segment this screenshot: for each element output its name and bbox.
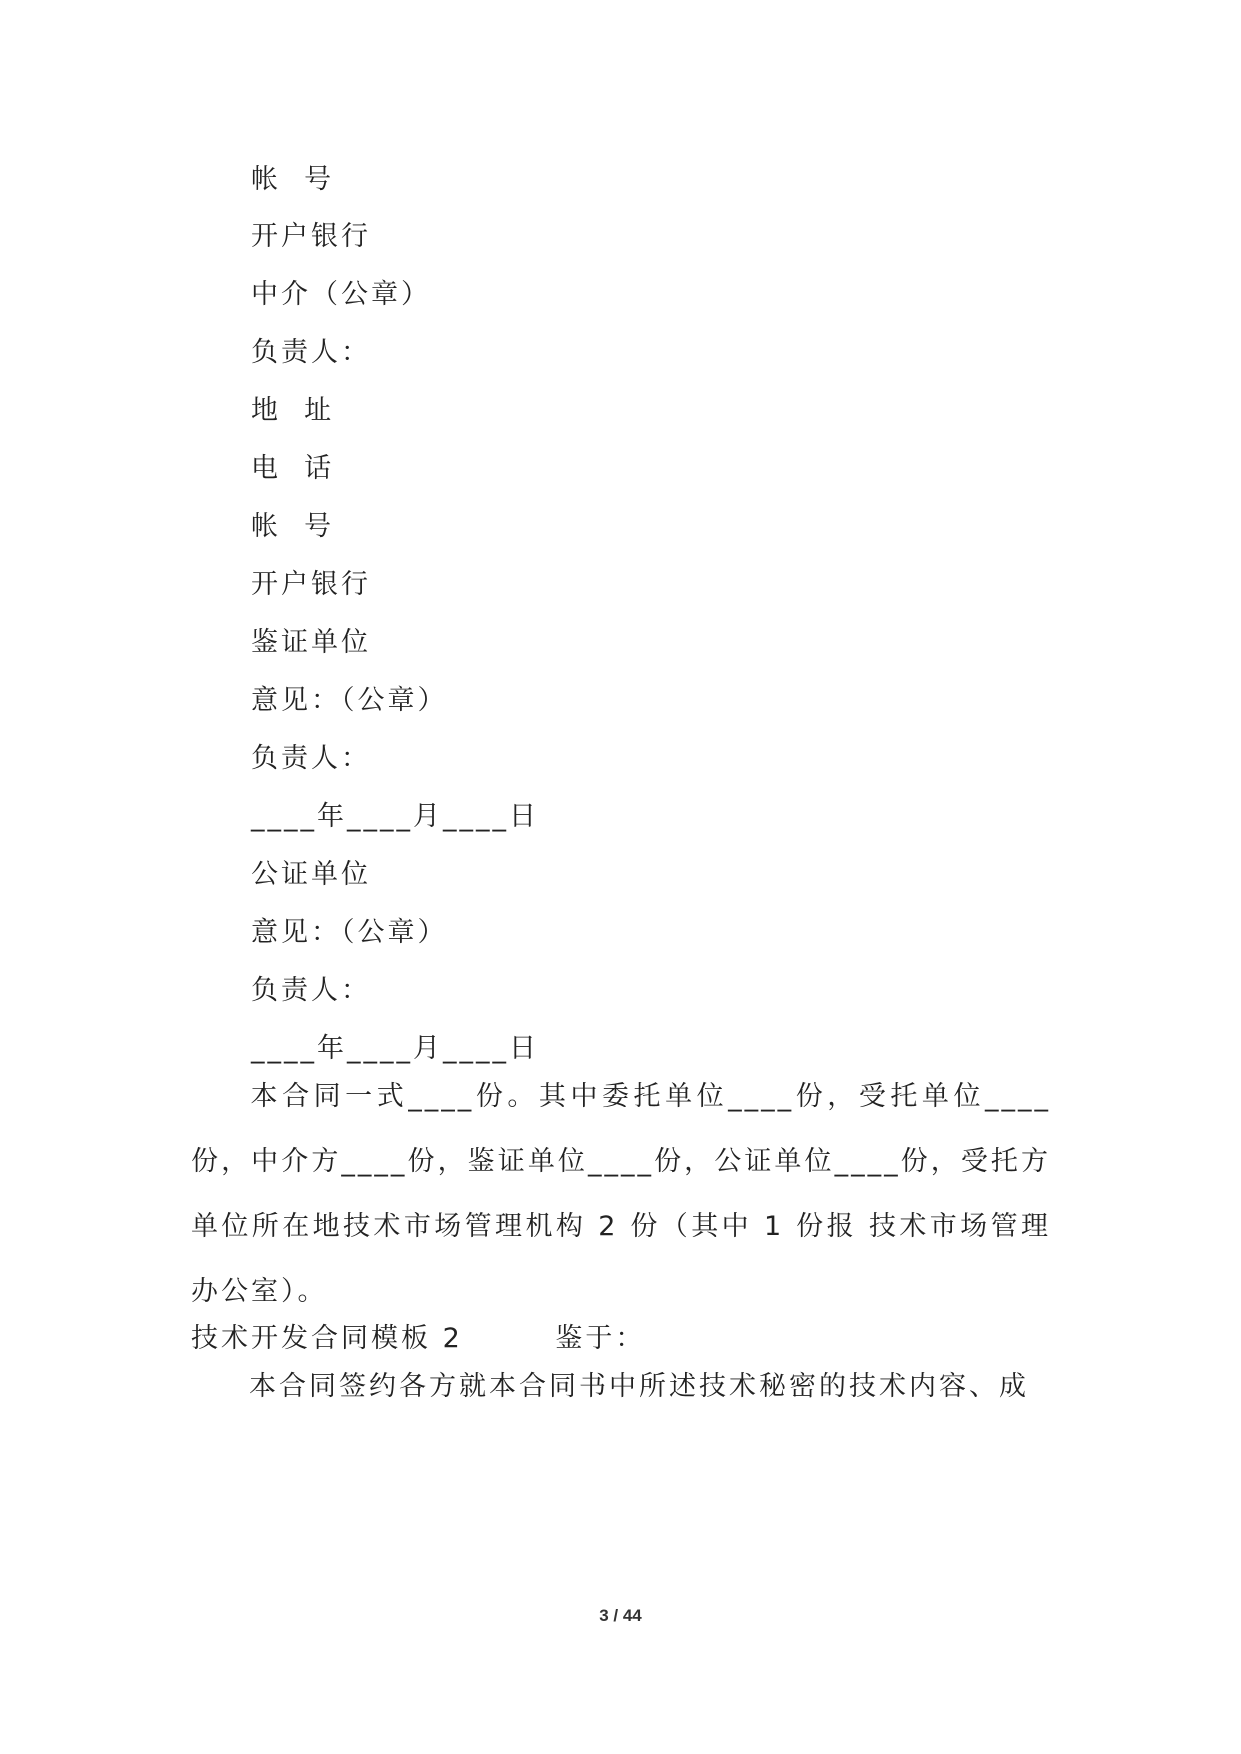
address-label: 地 址 bbox=[251, 395, 335, 426]
responsible-person-label: 负责人： bbox=[251, 975, 371, 1006]
account-number-label: 帐 号 bbox=[251, 164, 335, 195]
verification-unit-label: 鉴证单位 bbox=[251, 627, 371, 658]
responsible-person-label: 负责人： bbox=[251, 743, 371, 774]
page-number: 3 / 44 bbox=[599, 1606, 642, 1625]
copies-paragraph bbox=[191, 1064, 1051, 1324]
opinion-seal-label: 意见：（公章） bbox=[251, 685, 448, 716]
date-line: ____年____月____日 bbox=[251, 801, 539, 832]
closing-paragraph-text: 本合同签约各方就本合同书中所述技术秘密的技术内容、成 bbox=[249, 1371, 1029, 1402]
bank-label: 开户银行 bbox=[251, 221, 371, 252]
intermediary-seal-label: 中介（公章） bbox=[251, 279, 431, 310]
notary-unit-label: 公证单位 bbox=[251, 859, 371, 890]
responsible-person-label: 负责人： bbox=[251, 337, 371, 368]
bank-label: 开户银行 bbox=[251, 569, 371, 600]
section-heading: 技术开发合同模板 2 鉴于： bbox=[191, 1323, 646, 1354]
account-number-label: 帐 号 bbox=[251, 511, 335, 542]
date-line: ____年____月____日 bbox=[251, 1033, 539, 1064]
closing-paragraph bbox=[191, 1354, 1051, 1419]
opinion-seal-label: 意见：（公章） bbox=[251, 917, 448, 948]
copies-paragraph-text: 本合同一式____份。其中委托单位____份，受托单位____份，中介方____份，鉴证单位____份，公证单位____份，受托方单位所在地技术市场管理机构 2 份（其中 1 份报 技术市场管理办公室）。 bbox=[191, 1081, 1051, 1307]
phone-label: 电 话 bbox=[251, 453, 335, 484]
